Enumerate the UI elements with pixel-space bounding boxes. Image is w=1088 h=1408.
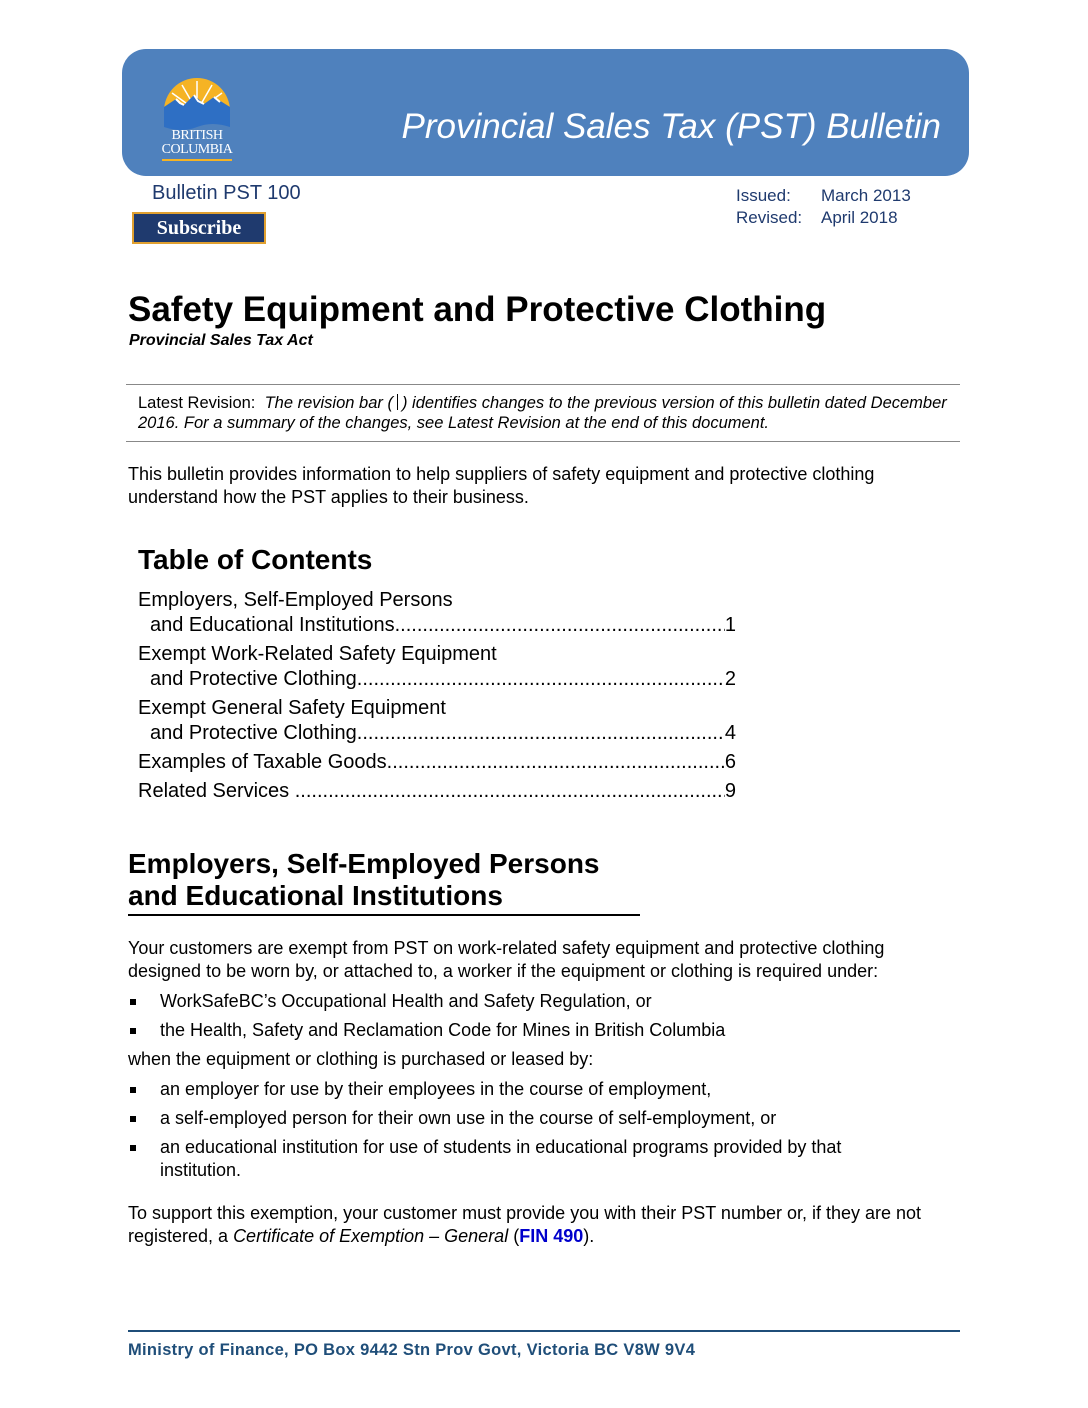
toc-page[interactable]: 6 (724, 751, 736, 773)
footer-divider (128, 1330, 960, 1332)
toc-leader (387, 750, 725, 775)
latest-revision-box (126, 384, 960, 442)
document-title: Safety Equipment and Protective Clothing (128, 290, 827, 329)
footer-address: Ministry of Finance, PO Box 9442 Stn Prov Govt, Victoria BC V8W 9V4 (128, 1341, 696, 1359)
toc-page[interactable]: 4 (724, 722, 736, 744)
issued-value: March 2013 (821, 186, 911, 205)
paragraph-text: ). (583, 1226, 595, 1246)
bullet-item: an educational institution for use of students in educational programs provided by that institution. (128, 1136, 958, 1182)
toc-page[interactable]: 1 (724, 614, 736, 636)
toc-item-label[interactable]: Examples of Taxable Goods (138, 751, 387, 773)
document-subtitle: Provincial Sales Tax Act (129, 332, 313, 349)
bullet-list (128, 1078, 958, 1182)
revised-label: Revised: (736, 208, 803, 227)
paragraph-text: To support this exemption, your customer must provide you with their PST number or, if they are not registered, a (128, 1203, 922, 1246)
form-title: Certificate of Exemption – General (233, 1226, 509, 1246)
fin-490-link[interactable]: FIN 490 (519, 1226, 584, 1246)
toc-item-label[interactable]: Exempt Work-Related Safety Equipment (138, 643, 497, 665)
toc-item-label[interactable]: and Protective Clothing (150, 668, 357, 690)
toc-item-label[interactable]: Exempt General Safety Equipment (138, 697, 446, 719)
bulletin-number: Bulletin PST 100 (152, 182, 301, 204)
paragraph (128, 1202, 958, 1248)
table-of-contents (138, 588, 736, 808)
paragraph: when the equipment or clothing is purchased or leased by: (128, 1049, 594, 1069)
toc-item-label[interactable]: and Educational Institutions (150, 614, 395, 636)
bullet-item: the Health, Safety and Reclamation Code for Mines in British Columbia (128, 1019, 958, 1042)
toc-page[interactable]: 2 (724, 668, 736, 690)
toc-item-label[interactable]: Related Services (138, 780, 295, 802)
revision-text-2: ) identifies changes to the previous version of this bulletin dated December 2016. For a summary of the changes, see Latest Revision at the end of this document. (138, 394, 947, 432)
subscribe-button[interactable]: Subscribe (132, 212, 266, 244)
sun-mountain-icon (152, 71, 242, 131)
toc-leader (357, 667, 725, 692)
toc-heading: Table of Contents (138, 544, 373, 575)
paragraph-text: ( (508, 1226, 520, 1246)
section-heading (128, 848, 640, 916)
section-heading-line: Employers, Self-Employed Persons (128, 848, 600, 879)
toc-item[interactable] (138, 779, 736, 804)
toc-item-label[interactable]: and Protective Clothing (150, 722, 357, 744)
issue-dates (736, 185, 911, 229)
toc-item-label[interactable]: Employers, Self-Employed Persons (138, 589, 453, 611)
logo-text-british: BRITISH (171, 128, 223, 143)
bullet-item: a self-employed person for their own use in the course of self-employment, or (128, 1107, 958, 1130)
section-body (128, 937, 958, 1248)
toc-item[interactable] (138, 750, 736, 775)
section-heading-line: and Educational Institutions (128, 880, 503, 911)
toc-item[interactable] (138, 642, 736, 692)
revised-value: April 2018 (821, 208, 898, 227)
bullet-item: an employer for use by their employees in the course of employment, (128, 1078, 958, 1101)
banner-title: Provincial Sales Tax (PST) Bulletin (401, 107, 941, 146)
issued-label: Issued: (736, 186, 791, 205)
toc-leader (395, 613, 725, 638)
revision-label: Latest Revision: (138, 394, 256, 412)
toc-leader (295, 779, 725, 804)
header-banner (122, 49, 969, 176)
logo-underline (162, 159, 232, 161)
intro-paragraph: This bulletin provides information to help suppliers of safety equipment and protective clothing understand how the PST applies to their business. (128, 464, 875, 507)
logo-text-columbia: COLUMBIA (161, 142, 233, 157)
bullet-item: WorkSafeBC’s Occupational Health and Safety Regulation, or (128, 990, 958, 1013)
bc-logo (152, 71, 242, 161)
toc-item[interactable] (138, 588, 736, 638)
toc-item[interactable] (138, 696, 736, 746)
paragraph: Your customers are exempt from PST on work-related safety equipment and protective clothing designed to be worn by, or attached to, a worker if the equipment or clothing is required under: (128, 938, 885, 981)
toc-leader (357, 721, 725, 746)
bullet-list (128, 990, 958, 1042)
toc-page[interactable]: 9 (724, 780, 736, 802)
revision-bar (397, 394, 398, 410)
revision-text-1: The revision bar ( (264, 394, 393, 412)
